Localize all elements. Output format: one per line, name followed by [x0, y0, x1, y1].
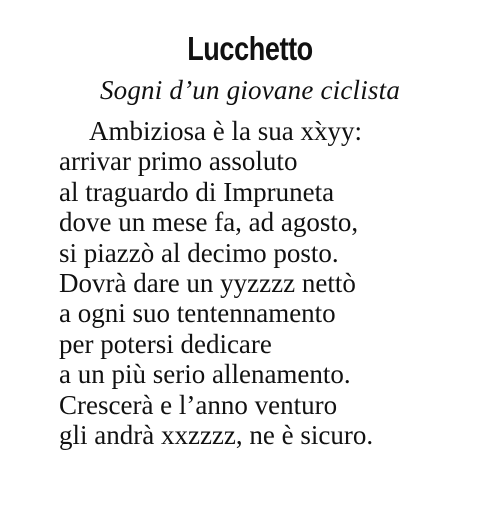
- poem-line: a un più serio allenamento.: [59, 359, 351, 390]
- poem-line: a ogni suo tentennamento: [59, 298, 336, 329]
- puzzle-subtitle: Sogni d’un giovane ciclista: [99, 75, 401, 105]
- poem-line: si piazzò al decimo posto.: [59, 237, 339, 268]
- poem-line: dove un mese fa, ad agosto,: [59, 207, 359, 238]
- poem-line: Dovrà dare un yyzzzz nettò: [59, 268, 356, 299]
- poem-line: al traguardo di Impruneta: [59, 176, 335, 207]
- poem-body: [59, 116, 373, 450]
- poem-line: Crescerà e l’anno venturo: [59, 389, 338, 420]
- poem-line: per potersi dedicare: [59, 328, 272, 359]
- puzzle-title: Lucchetto: [187, 30, 313, 67]
- poem-line: Ambiziosa è la sua xx̀yy:: [89, 116, 362, 146]
- poem-line: arrivar primo assoluto: [59, 146, 298, 177]
- poem-line: gli andrà xxzzzz, ne è sicuro.: [59, 420, 374, 451]
